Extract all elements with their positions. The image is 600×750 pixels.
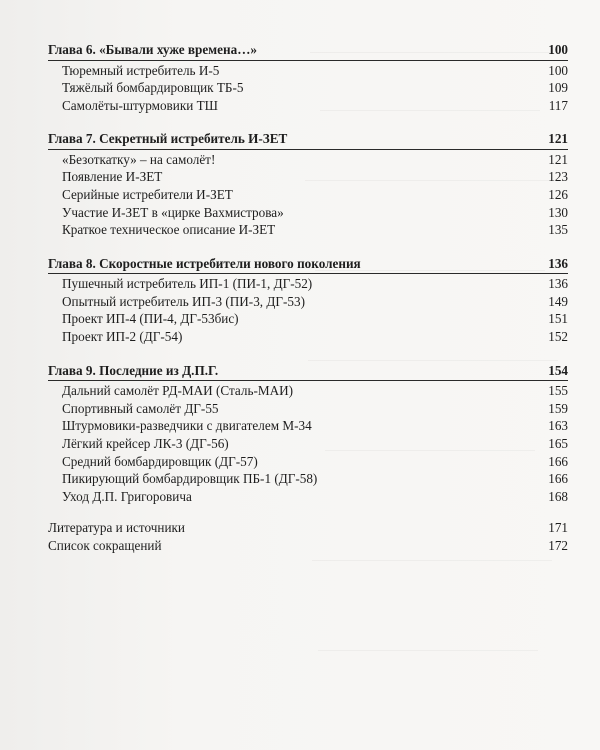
toc-entry bbox=[48, 417, 568, 435]
page-number: 136 bbox=[548, 276, 568, 292]
page-number: 121 bbox=[548, 151, 568, 167]
toc-entry bbox=[48, 275, 568, 293]
page-number: 159 bbox=[548, 400, 568, 416]
toc-entry bbox=[48, 310, 568, 328]
toc-entry-abbreviations bbox=[48, 537, 568, 555]
entry-title: Появление И-ЗЕТ bbox=[62, 169, 163, 185]
toc-entry bbox=[48, 328, 568, 346]
back-matter bbox=[48, 519, 568, 554]
chapter-title: Глава 6. «Бывали хуже времена…» bbox=[48, 42, 257, 57]
entry-title: «Безоткатку» – на самолёт! bbox=[62, 151, 216, 167]
toc-entry bbox=[48, 62, 568, 80]
entry-title: Проект ИП-4 (ПИ-4, ДГ-53бис) bbox=[62, 311, 239, 327]
page-number: 165 bbox=[548, 435, 568, 451]
entry-title: Дальний самолёт РД-МАИ (Сталь-МАИ) bbox=[62, 383, 294, 399]
entry-title: Проект ИП-2 (ДГ-54) bbox=[62, 329, 183, 345]
entry-title: Участие И-ЗЕТ в «цирке Вахмистрова» bbox=[62, 204, 284, 220]
toc-entry bbox=[48, 453, 568, 471]
page-number: 121 bbox=[548, 131, 568, 147]
chapter-heading bbox=[48, 41, 568, 61]
chapter-title: Глава 9. Последние из Д.П.Г. bbox=[48, 362, 219, 378]
entry-title: Самолёты-штурмовики ТШ bbox=[62, 97, 218, 113]
table-of-contents bbox=[48, 41, 568, 570]
toc-entry bbox=[48, 204, 568, 222]
chapter-title: Глава 8. Скоростные истребители нового поколения bbox=[48, 255, 361, 271]
entry-title: Серийные истребители И-ЗЕТ bbox=[62, 186, 233, 202]
chapter-8 bbox=[48, 255, 568, 346]
entry-title: Спортивный самолёт ДГ-55 bbox=[62, 400, 219, 416]
chapter-9 bbox=[48, 362, 568, 506]
entry-title: Список сокращений bbox=[48, 537, 162, 553]
entry-title: Пикирующий бомбардировщик ПБ-1 (ДГ-58) bbox=[62, 471, 318, 487]
page-number: 154 bbox=[548, 362, 568, 378]
page-number: 151 bbox=[548, 311, 568, 327]
page-number: 166 bbox=[548, 471, 568, 487]
page-number: 100 bbox=[548, 62, 568, 78]
page-number: 123 bbox=[548, 169, 568, 185]
page-number: 117 bbox=[548, 97, 568, 113]
entry-title: Средний бомбардировщик (ДГ-57) bbox=[62, 453, 258, 469]
page-number: 163 bbox=[548, 418, 568, 434]
chapter-heading bbox=[48, 362, 568, 382]
chapter-7 bbox=[48, 130, 568, 238]
toc-entry bbox=[48, 168, 568, 186]
page-number: 152 bbox=[548, 329, 568, 345]
page-number: 136 bbox=[548, 255, 568, 271]
toc-entry bbox=[48, 400, 568, 418]
page-number: 149 bbox=[548, 293, 568, 309]
entry-title: Литература и источники bbox=[48, 520, 185, 536]
page-number: 135 bbox=[548, 222, 568, 238]
toc-entry-literature bbox=[48, 519, 568, 537]
entry-title: Уход Д.П. Григоровича bbox=[62, 488, 192, 504]
toc-entry bbox=[48, 470, 568, 488]
page-number: 155 bbox=[548, 383, 568, 399]
toc-entry bbox=[48, 151, 568, 169]
page-number: 171 bbox=[548, 520, 568, 536]
entry-title: Тяжёлый бомбардировщик ТБ-5 bbox=[62, 80, 244, 96]
chapter-heading bbox=[48, 255, 568, 275]
page-number: 126 bbox=[548, 186, 568, 202]
entry-title: Лёгкий крейсер ЛК-3 (ДГ-56) bbox=[62, 435, 229, 451]
toc-entry bbox=[48, 97, 568, 115]
entry-title: Пушечный истребитель ИП-1 (ПИ-1, ДГ-52) bbox=[62, 276, 313, 292]
entry-title: Тюремный истребитель И-5 bbox=[62, 62, 220, 78]
page-number: 172 bbox=[548, 537, 568, 553]
toc-entry bbox=[48, 488, 568, 506]
toc-entry bbox=[48, 186, 568, 204]
entry-title: Штурмовики-разведчики с двигателем М-34 bbox=[62, 418, 312, 434]
toc-entry bbox=[48, 382, 568, 400]
entry-title: Краткое техническое описание И-ЗЕТ bbox=[62, 222, 276, 238]
toc-entry bbox=[48, 79, 568, 97]
page-number: 100 bbox=[548, 42, 568, 57]
toc-entry bbox=[48, 221, 568, 239]
page-number: 166 bbox=[548, 453, 568, 469]
chapter-heading bbox=[48, 130, 568, 150]
toc-entry bbox=[48, 435, 568, 453]
chapter-title: Глава 7. Секретный истребитель И-ЗЕТ bbox=[48, 131, 288, 147]
chapter-6 bbox=[48, 41, 568, 114]
page-number: 130 bbox=[548, 204, 568, 220]
entry-title: Опытный истребитель ИП-3 (ПИ-3, ДГ-53) bbox=[62, 293, 305, 309]
page-number: 168 bbox=[548, 488, 568, 504]
toc-entry bbox=[48, 293, 568, 311]
page-number: 109 bbox=[548, 80, 568, 96]
